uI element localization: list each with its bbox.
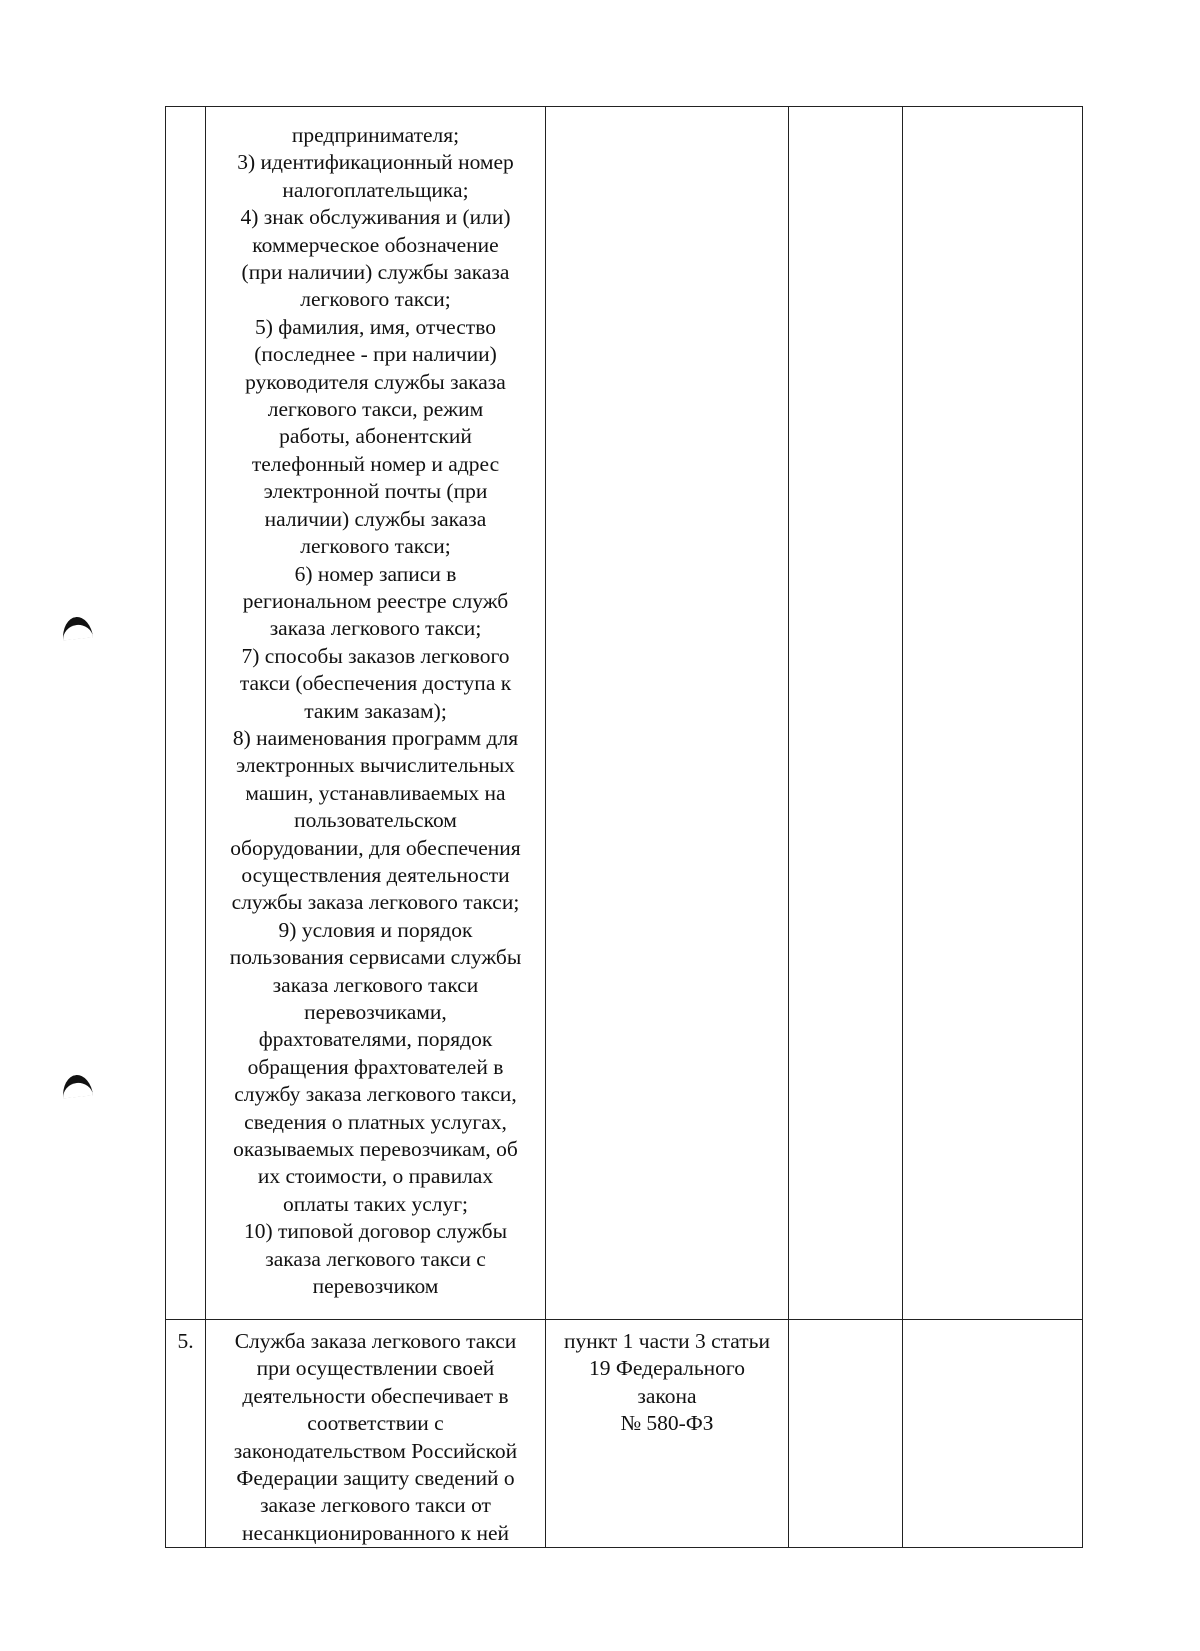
column-4-text — [789, 1320, 902, 1328]
reference-cell — [546, 107, 789, 1320]
requirement-text: предпринимателя; 3) идентификационный номер налогоплательщика; 4) знак обслуживания и (или) коммерческое обозначение (при наличии) службы заказа легкового такси; 5) фамилия, имя, отчество (последнее - при наличии) руководителя службы заказа легкового такси, режим работы, абонентский телефонный номер и адрес электронной почты (при наличии) службы заказа легкового такси; 6) номер записи в региональном реестре служб заказа легкового такси; 7) способы заказов легкового такси (обеспечения доступа к таким заказам); 8) наименования программ для электронных вычислительных машин, устанавливаемых на пользовательском оборудовании, для обеспечения осуществления деятельности службы заказа легкового такси; 9) условия и порядок пользования сервисами службы заказа легкового такси перевозчиками, фрахтователями, порядок обращения фрахтователей в службу заказа легкового такси, сведения о платных услугах, оказываемых перевозчикам, об их стоимости, о правилах оплаты таких услуг; 10) типовой договор службы заказа легкового такси с перевозчиком — [229, 123, 522, 1299]
table-row — [166, 1320, 1083, 1548]
row-number-cell — [166, 1320, 206, 1548]
requirement-cell — [206, 1320, 546, 1548]
column-5-text — [903, 1320, 1082, 1328]
reference-text: пункт 1 части 3 статьи 19 Федерального закона № 580-ФЗ — [563, 1329, 770, 1436]
column-4-cell — [789, 1320, 903, 1548]
row-number: 5. — [177, 1329, 194, 1353]
binder-hole-mark — [61, 615, 93, 640]
column-4-cell — [789, 107, 903, 1320]
column-5-cell — [903, 107, 1083, 1320]
binder-hole-mark — [61, 1073, 93, 1098]
column-4-text — [789, 107, 902, 122]
table-row — [166, 107, 1083, 1320]
requirements-table — [165, 106, 1083, 1548]
reference-cell — [546, 1320, 789, 1548]
column-5-text — [903, 107, 1082, 122]
column-5-cell — [903, 1320, 1083, 1548]
requirement-text: Служба заказа легкового такси при осуществлении своей деятельности обеспечивает в соответствии с законодательством Российской Федерации защиту сведений о заказе легкового такси от несанкционированного к ней — [233, 1329, 518, 1545]
row-number-cell — [166, 107, 206, 1320]
reference-text — [546, 107, 788, 122]
requirement-cell — [206, 107, 546, 1320]
